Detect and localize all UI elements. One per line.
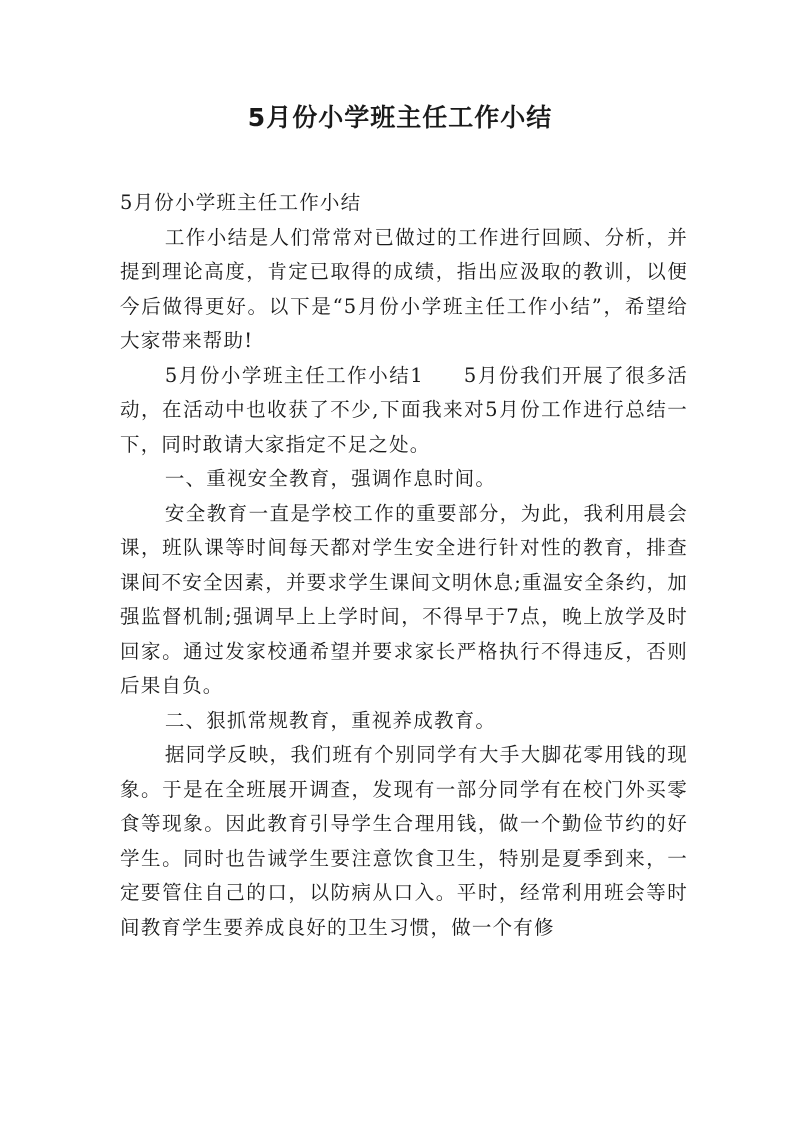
paragraph-safety: 安全教育一直是学校工作的重要部分，为此，我利用晨会课，班队课等时间每天都对学生安全进行针对性的教育，排查课间不安全因素，并要求学生课间文明休息;重温安全条约，加强监督机制;强调早上上学时间，不得早于7点，晚上放学及时回家。通过发家校通希望并要求家长严格执行不得违反，否则后果自负。	[120, 501, 688, 697]
paragraph-routine: 据同学反映，我们班有个别同学有大手大脚花零用钱的现象。于是在全班展开调查，发现有一部分同学有在校门外买零食等现象。因此教育引导学生合理用钱，做一个勤俭节约的好学生。同时也告诫学生要注意饮食卫生，特别是夏季到来，一定要管住自己的口，以防病从口入。平时，经常利用班会等时间教育学生要养成良好的卫生习惯，做一个有修	[120, 743, 688, 939]
section-intro-text: 5月份我们开展了很多活动，在活动中也收获了不少,下面我来对5月份工作进行总结一下，同时敢请大家指定不足之处。	[120, 363, 688, 456]
section-heading: 5月份小学班主任工作小结1	[164, 363, 424, 387]
document-title: 5月份小学班主任工作小结	[247, 103, 553, 132]
heading-routine: 二、狠抓常规教育，重视养成教育。	[164, 708, 497, 732]
intro-paragraph: 工作小结是人们常常对已做过的工作进行回顾、分析，并提到理论高度，肯定已取得的成绩，指出应汲取的教训，以便今后做得更好。以下是“5月份小学班主任工作小结”，希望给大家带来帮助!	[120, 225, 688, 352]
document-body	[120, 186, 688, 945]
heading-safety: 一、重视安全教育，强调作息时间。	[164, 467, 497, 490]
document-subtitle: 5月份小学班主任工作小结	[120, 191, 362, 214]
section-paragraph	[120, 359, 688, 463]
